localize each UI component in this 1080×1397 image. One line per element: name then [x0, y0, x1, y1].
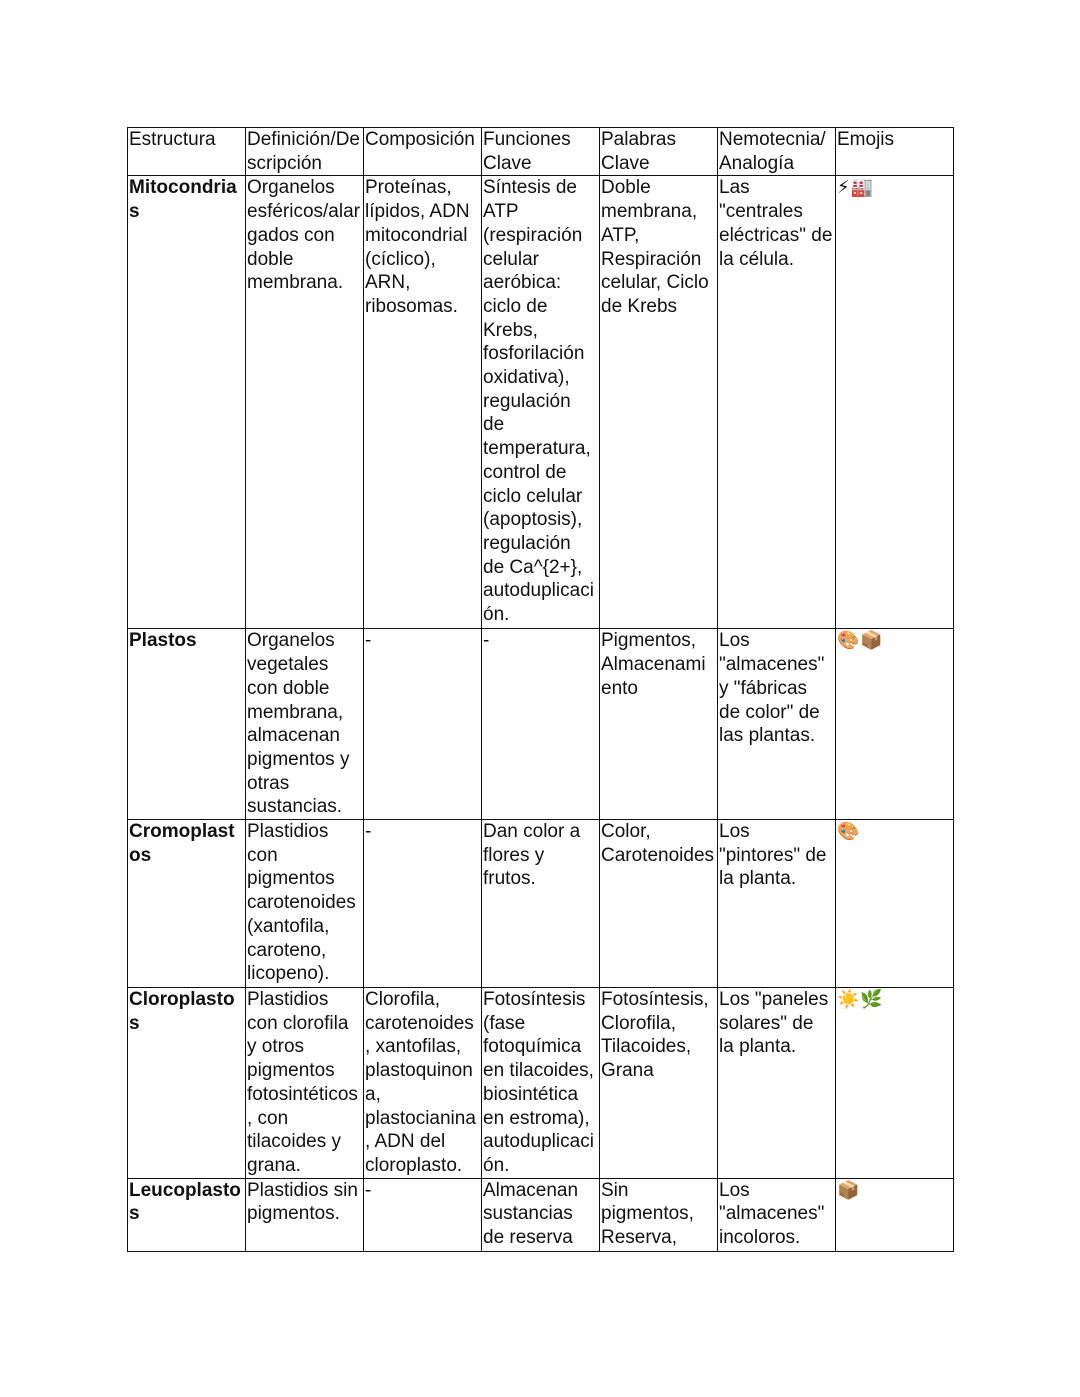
sun-herb-icon: ☀️🌿 [837, 989, 884, 1010]
cell-composicion: - [364, 820, 482, 988]
cell-emojis [836, 988, 954, 1179]
cell-funciones: Almacenan sustancias de reserva [482, 1178, 600, 1251]
cell-funciones: - [482, 629, 600, 820]
cell-definicion: Organelos esféricos/alargados con doble membrana. [246, 176, 364, 629]
table-row-mitocondrias [128, 176, 954, 629]
organelle-study-table [127, 127, 954, 1252]
header-funciones: Funciones Clave [482, 128, 600, 176]
cell-nemotecnia: Los "pintores" de la planta. [718, 820, 836, 988]
table-row-cloroplastos [128, 988, 954, 1179]
cell-estructura: Plastos [128, 629, 246, 820]
cell-palabras: Pigmentos, Almacenamiento [600, 629, 718, 820]
cell-emojis [836, 1178, 954, 1251]
cell-emojis [836, 820, 954, 988]
cell-estructura: Cloroplastos [128, 988, 246, 1179]
cell-nemotecnia: Los "almacenes" y "fábricas de color" de las plantas. [718, 629, 836, 820]
palette-icon: 🎨 [837, 821, 861, 842]
package-icon: 📦 [837, 1179, 861, 1200]
table-row-leucoplastos [128, 1178, 954, 1251]
cell-palabras: Sin pigmentos, Reserva, [600, 1178, 718, 1251]
cell-composicion: Proteínas, lípidos, ADN mitocondrial (cíclico), ARN, ribosomas. [364, 176, 482, 629]
cell-definicion: Organelos vegetales con doble membrana, almacenan pigmentos y otras sustancias. [246, 629, 364, 820]
cell-nemotecnia: Los "paneles solares" de la planta. [718, 988, 836, 1179]
header-nemotecnia: Nemotecnia/ Analogía [718, 128, 836, 176]
cell-composicion: Clorofila, carotenoides, xantofilas, plastoquinona, plastocianina, ADN del cloroplasto. [364, 988, 482, 1179]
cell-composicion: - [364, 1178, 482, 1251]
cell-estructura: Mitocondrias [128, 176, 246, 629]
cell-funciones: Fotosíntesis (fase fotoquímica en tilacoides, biosintética en estroma), autoduplicación. [482, 988, 600, 1179]
cell-emojis [836, 629, 954, 820]
cell-funciones: Dan color a flores y frutos. [482, 820, 600, 988]
cell-composicion: - [364, 629, 482, 820]
cell-definicion: Plastidios con clorofila y otros pigmentos fotosintéticos, con tilacoides y grana. [246, 988, 364, 1179]
palette-package-icon: 🎨📦 [837, 630, 884, 651]
table-row-cromoplastos [128, 820, 954, 988]
header-estructura: Estructura [128, 128, 246, 176]
cell-estructura: Leucoplastos [128, 1178, 246, 1251]
cell-emojis [836, 176, 954, 629]
cell-palabras: Fotosíntesis, Clorofila, Tilacoides, Grana [600, 988, 718, 1179]
cell-funciones: Síntesis de ATP (respiración celular aeróbica: ciclo de Krebs, fosforilación oxidativa), regulación de temperatura, control de ciclo celular (apoptosis), regulación de Ca^{2+}, autoduplicación. [482, 176, 600, 629]
cell-definicion: Plastidios con pigmentos carotenoides (xantofila, caroteno, licopeno). [246, 820, 364, 988]
header-composicion: Composición [364, 128, 482, 176]
cell-palabras: Color, Carotenoides [600, 820, 718, 988]
cell-estructura: Cromoplastos [128, 820, 246, 988]
table-row-plastos [128, 629, 954, 820]
header-emojis: Emojis [836, 128, 954, 176]
cell-definicion: Plastidios sin pigmentos. [246, 1178, 364, 1251]
lightning-factory-icon: ⚡🏭 [837, 177, 875, 198]
table-header-row [128, 128, 954, 176]
header-palabras: Palabras Clave [600, 128, 718, 176]
cell-nemotecnia: Las "centrales eléctricas" de la célula. [718, 176, 836, 629]
cell-palabras: Doble membrana, ATP, Respiración celular, Ciclo de Krebs [600, 176, 718, 629]
cell-nemotecnia: Los "almacenes" incoloros. [718, 1178, 836, 1251]
header-definicion: Definición/Descripción [246, 128, 364, 176]
